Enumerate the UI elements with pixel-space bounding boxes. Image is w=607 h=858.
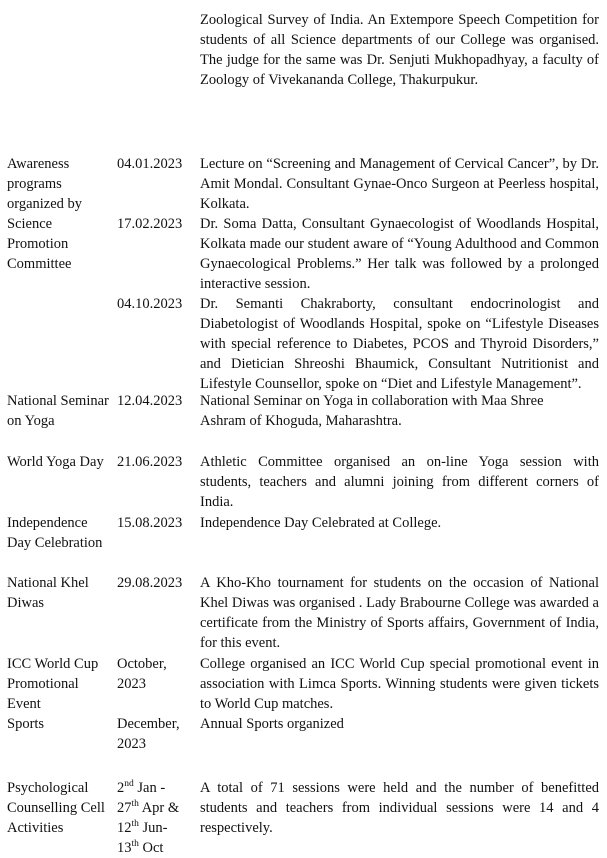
row-date-line3: [117, 818, 195, 838]
date-text: Jun-: [138, 820, 168, 836]
date-day: 27: [117, 800, 132, 816]
row-description: Independence Day Celebrated at College.: [200, 515, 442, 531]
row-category: Psychological Counselling Cell Activities: [7, 780, 105, 836]
entry-date: 17.02.2023: [117, 216, 183, 232]
row-date-line2: [117, 798, 195, 818]
entry-description: Lecture on “Screening and Management of Cervical Cancer”, by Dr. Amit Mondal. Consultant Gynae-Onco Surgeon at Peerless hospital, Kolkata.: [200, 156, 599, 212]
date-text: Oct: [138, 840, 164, 856]
date-day: 12: [117, 820, 132, 836]
row-date-line1: December,: [117, 716, 180, 732]
row-description: Athletic Committee organised an on-line Yoga session with students, teachers and alumni joining from different corners of India.: [200, 454, 599, 510]
date-text: Apr &: [138, 800, 180, 816]
row-date-line2: 2023: [117, 676, 146, 692]
row-category: Sports: [7, 716, 45, 732]
row-date-line2: 2023: [117, 736, 146, 752]
row-description: College organised an ICC World Cup special promotional event in association with Limca Sports. Winning students were given tickets to World Cup matches.: [200, 656, 599, 712]
date-suffix: nd: [124, 779, 134, 790]
row-category: National Seminar on Yoga: [7, 393, 109, 429]
entry-description: Dr. Soma Datta, Consultant Gynaecologist of Woodlands Hospital, Kolkata made our student aware of “Young Adulthood and Common Gynaecological Problems.” Her talk was followed by a prolonged interactive session.: [200, 216, 599, 292]
date-suffix: th: [131, 839, 139, 850]
row-category: Independence Day Celebration: [7, 515, 103, 551]
intro-description: Zoological Survey of India. An Extempore Speech Competition for students of all Science departments of our College was organised. The judge for the same was Dr. Senjuti Mukhopadhyay, a faculty of Zoology of Vivekananda College, Thakurpukur.: [200, 12, 599, 88]
row-date: 21.06.2023: [117, 454, 183, 470]
row-description: National Seminar on Yoga in collaboration with Maa Shree Ashram of Khoguda, Maharashtra.: [200, 393, 544, 429]
row-category: World Yoga Day: [7, 454, 104, 470]
date-day: 2: [117, 780, 125, 796]
row-date-line4: [117, 838, 195, 858]
row-date: [117, 778, 195, 858]
date-day: 13: [117, 840, 132, 856]
row-description: A total of 71 sessions were held and the number of benefitted students and teachers from individual sessions were 14 and 4 respectively.: [200, 780, 599, 836]
row-category: National Khel Diwas: [7, 575, 89, 611]
row-date-line1: October,: [117, 656, 167, 672]
row-date: [117, 654, 195, 694]
date-text: Jan -: [133, 780, 166, 796]
row-date-line1: [117, 778, 195, 798]
row-date: [117, 714, 195, 754]
awareness-category: Awareness programs organized by Science Promotion Committee: [7, 156, 83, 272]
row-description: A Kho-Kho tournament for students on the occasion of National Khel Diwas was organised . Lady Brabourne College was awarded a certificate from the Ministry of Sports affairs, Government of India, for this event.: [200, 575, 599, 651]
row-description: Annual Sports organized: [200, 716, 344, 732]
date-suffix: th: [131, 799, 139, 810]
entry-date: 04.10.2023: [117, 296, 183, 312]
entry-description: Dr. Semanti Chakraborty, consultant endocrinologist and Diabetologist of Woodlands Hospital, spoke on “Lifestyle Diseases with special reference to Diabetes, PCOS and Thyroid Disorders,” and Dietician Shreoshi Bhaumick, Consultant Nutritionist and Lifestyle Counsellor, spoke on “Diet and Lifestyle Management”.: [200, 296, 599, 392]
row-date: 12.04.2023: [117, 393, 183, 409]
row-category: ICC World Cup Promotional Event: [7, 656, 99, 712]
row-date: 29.08.2023: [117, 575, 183, 591]
date-suffix: th: [131, 819, 139, 830]
entry-date: 04.01.2023: [117, 156, 183, 172]
row-date: 15.08.2023: [117, 515, 183, 531]
